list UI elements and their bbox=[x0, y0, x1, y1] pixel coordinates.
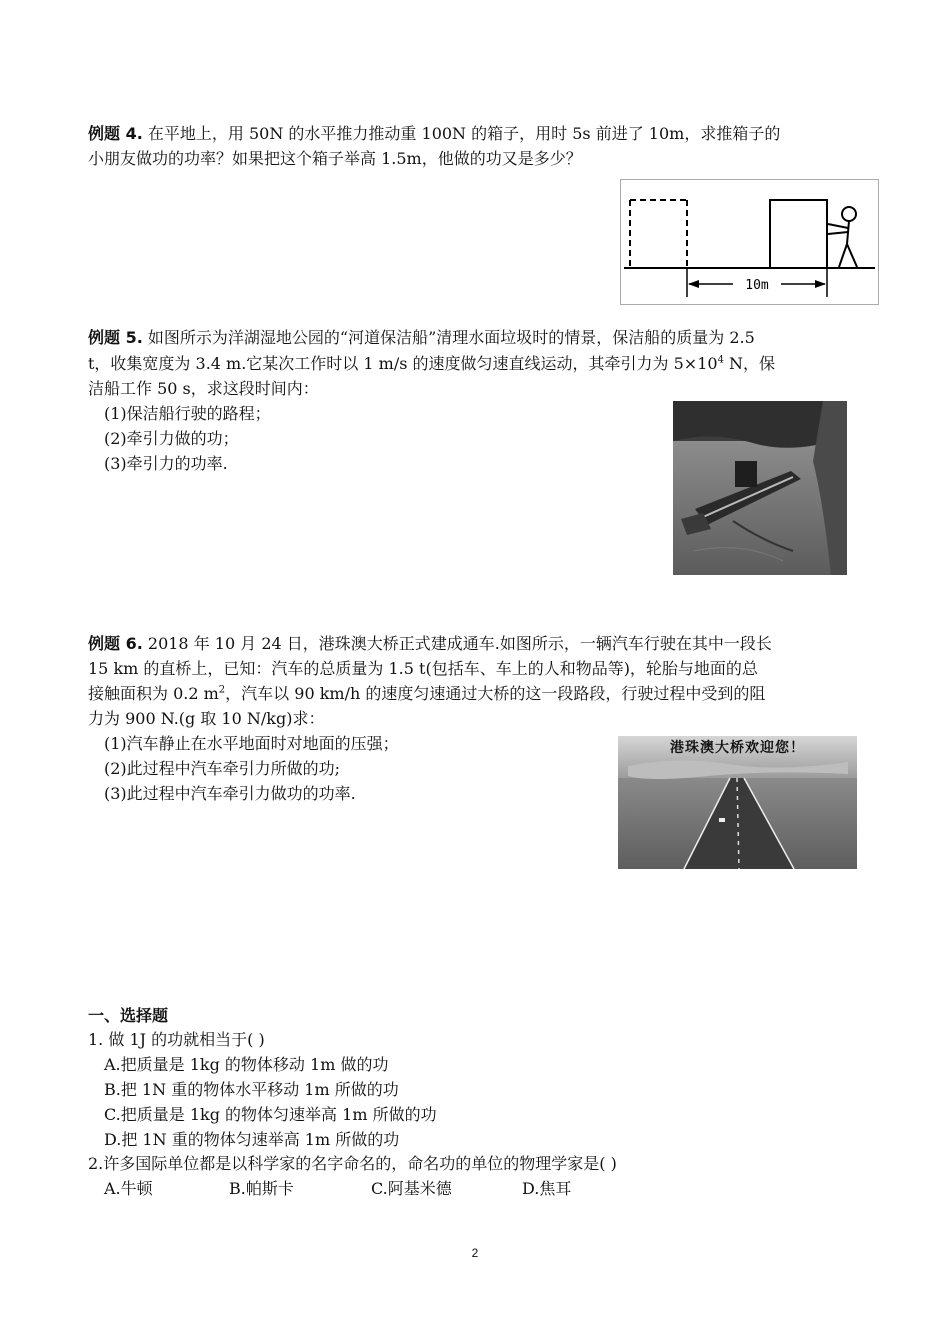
example-5-question-2: (2)牵引力做的功； bbox=[104, 429, 239, 448]
example-6-line-2: 15 km 的直桥上，已知：汽车的总质量为 1.5 t(包括车、车上的人和物品等)，轮胎与地面的总 bbox=[88, 659, 758, 678]
question-2-option-a: A.牛顿 bbox=[104, 1179, 153, 1198]
cleaning-boat-photo bbox=[673, 401, 847, 575]
question-1-option-b: B.把 1N 重的物体水平移动 1m 所做的功 bbox=[104, 1080, 399, 1099]
question-2-option-c: C.阿基米德 bbox=[371, 1179, 452, 1198]
example-6-label: 例题 6. bbox=[88, 634, 143, 653]
example-4-line-2: 小朋友做功的功率？如果把这个箱子举高 1.5m，他做的功又是多少？ bbox=[88, 149, 582, 168]
example-6-question-2: (2)此过程中汽车牵引力所做的功; bbox=[104, 759, 341, 778]
question-1-option-c: C.把质量是 1kg 的物体匀速举高 1m 所做的功 bbox=[104, 1105, 437, 1124]
bridge-photo bbox=[618, 736, 857, 869]
example-4-line-1: 例题 4. 在平地上，用 50N 的水平推力推动重 100N 的箱子，用时 5s 前进了 10m，求推箱子的 bbox=[88, 124, 781, 143]
question-1-option-d: D.把 1N 重的物体匀速举高 1m 所做的功 bbox=[104, 1130, 400, 1149]
question-2-option-b: B.帕斯卡 bbox=[229, 1179, 294, 1198]
question-2-option-d: D.焦耳 bbox=[522, 1179, 572, 1198]
example-4-label: 例题 4. bbox=[88, 124, 143, 143]
example-6-question-3: (3)此过程中汽车牵引力做功的功率. bbox=[104, 784, 356, 803]
page-number: 2 bbox=[471, 1246, 479, 1260]
question-2: 2.许多国际单位都是以科学家的名字命名的，命名功的单位的物理学家是( ) bbox=[88, 1154, 617, 1173]
question-1: 1. 做 1J 的功就相当于( ) bbox=[88, 1030, 265, 1049]
question-1-option-a: A.把质量是 1kg 的物体移动 1m 做的功 bbox=[104, 1055, 389, 1074]
example-5-line-3: 洁船工作 50 s，求这段时间内： bbox=[88, 379, 319, 398]
example-5-line-2: t，收集宽度为 3.4 m.它某次工作时以 1 m/s 的速度做匀速直线运动，其牵引力为 $5\times 10^4$ N，保 bbox=[88, 354, 776, 373]
example-5-label: 例题 5. bbox=[88, 328, 143, 347]
example-6-line-3: 接触面积为 0.2 $m^2$，汽车以 90 km/h 的速度匀速通过大桥的这一段路段，行驶过程中受到的阻 bbox=[88, 684, 766, 703]
example-5-question-1: (1)保洁船行驶的路程； bbox=[104, 404, 271, 423]
distance-label: 10m bbox=[745, 278, 769, 293]
example-5-question-3: (3)牵引力的功率. bbox=[104, 454, 228, 473]
push-box-diagram bbox=[621, 180, 878, 304]
example-6-question-1: (1)汽车静止在水平地面时对地面的压强； bbox=[104, 734, 399, 753]
example-6-line-4: 力为 900 N.(g 取 10 N/kg)求： bbox=[88, 709, 325, 728]
example-6-line-1: 例题 6. 2018 年 10 月 24 日，港珠澳大桥正式建成通车.如图所示，一辆汽车行驶在其中一段长 bbox=[88, 634, 772, 653]
section-title: 一、选择题 bbox=[88, 1006, 169, 1025]
cleaning-boat-illustration bbox=[673, 401, 847, 575]
bridge-welcome-caption: 港珠澳大桥欢迎您！ bbox=[670, 740, 805, 756]
push-box-figure bbox=[620, 179, 879, 305]
example-5-line-1: 例题 5. 如图所示为洋湖湿地公园的“河道保洁船”清理水面垃圾时的情景，保洁船的质量为 2.5 bbox=[88, 328, 755, 347]
